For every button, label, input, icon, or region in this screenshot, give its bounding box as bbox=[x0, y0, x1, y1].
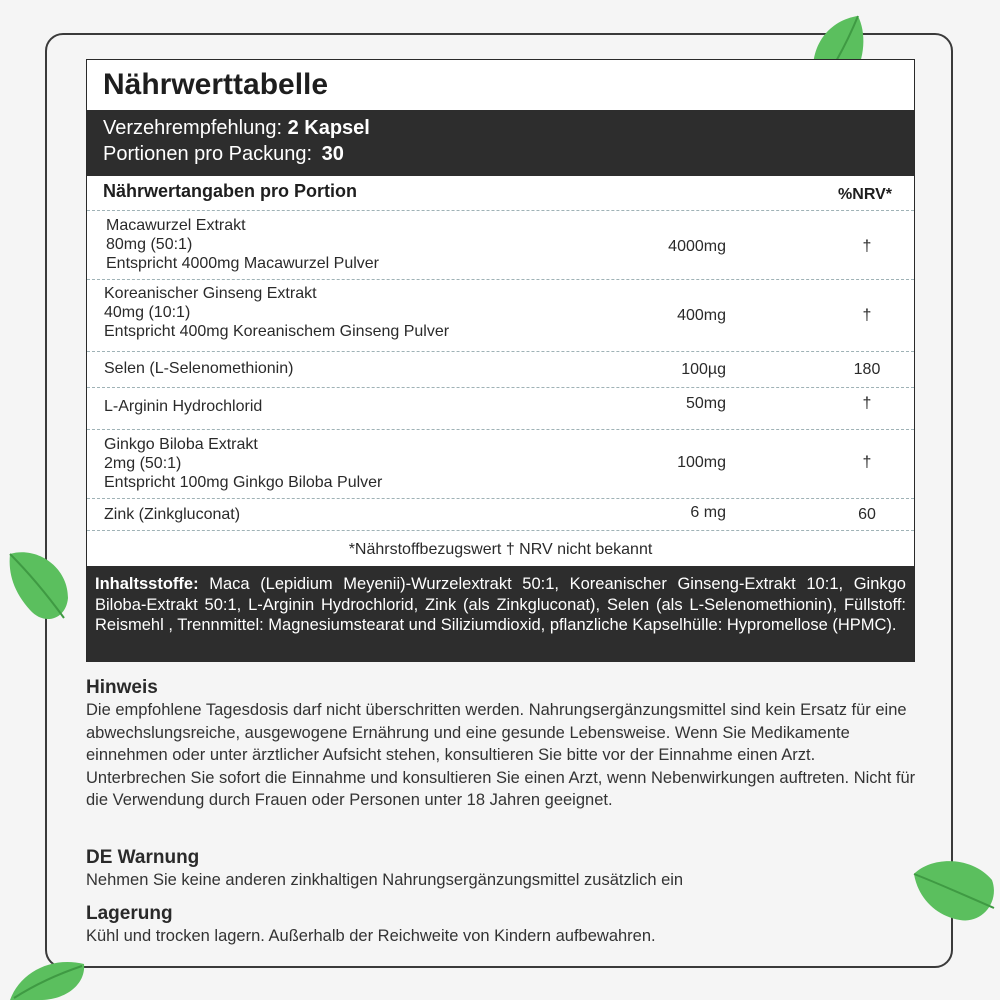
serving-line bbox=[103, 117, 370, 140]
nutrient-nrv: † bbox=[862, 454, 872, 471]
nutrient-amount: 4000mg bbox=[668, 238, 726, 255]
ingredients-text: Maca (Lepidium Meyenii)-Wurzelextrakt 50:1, Koreanischer Ginseng-Extrakt 10:1, Ginkgo Biloba-Extrakt 50:1, L-Arginin Hydrochlorid, Zink (als Zinkgluconat), Selen (als L-Selenomethionin), Füllstoff: Reismehl , Trennmittel: Magnesiumstearat und Siliziumdioxid, pflanzliche Kapselhülle: Hypromellose (HPMC). bbox=[95, 575, 906, 635]
nutrient-amount: 100mg bbox=[677, 454, 726, 471]
serving-value: 2 Kapsel bbox=[287, 117, 370, 139]
nutrient-amount: 6 mg bbox=[690, 504, 726, 521]
nutrient-name: Zink (Zinkgluconat) bbox=[104, 506, 241, 523]
serving-header bbox=[87, 110, 914, 176]
hinweis-section bbox=[86, 677, 916, 812]
nutrient-name: Selen (L-Selenomethionin) bbox=[104, 360, 294, 377]
nutrient-nrv: 60 bbox=[858, 506, 876, 523]
nutrient-amount: 100µg bbox=[681, 361, 726, 378]
ingredients-block bbox=[87, 566, 914, 662]
warnung-section bbox=[86, 847, 916, 892]
nutrient-column-header: Nährwertangaben pro Portion bbox=[103, 181, 358, 201]
table-row bbox=[87, 430, 914, 499]
nrv-footnote: *Nährstoffbezugswert † NRV nicht bekannt bbox=[348, 541, 653, 558]
lagerung-title: Lagerung bbox=[86, 903, 173, 924]
hinweis-title: Hinweis bbox=[86, 677, 158, 698]
table-row bbox=[87, 210, 914, 280]
warnung-text: Nehmen Sie keine anderen zinkhaltigen Nahrungsergänzungsmittel zusätzlich ein bbox=[86, 871, 684, 889]
nutrient-name: Ginkgo Biloba Extrakt 2mg (50:1) Entspricht 100mg Ginkgo Biloba Pulver bbox=[104, 436, 383, 491]
nutrient-amount: 50mg bbox=[685, 395, 726, 412]
nutrient-nrv: 180 bbox=[853, 361, 881, 378]
ingredients-label: Inhaltsstoffe: bbox=[95, 575, 199, 593]
table-title: Nährwerttabelle bbox=[103, 68, 329, 101]
leaf-icon bbox=[2, 540, 77, 630]
warnung-title: DE Warnung bbox=[86, 847, 200, 868]
lagerung-section bbox=[86, 903, 916, 948]
serving-label: Verzehrempfehlung: bbox=[103, 117, 283, 139]
leaf-icon bbox=[0, 950, 90, 1000]
nutrient-nrv: † bbox=[862, 238, 872, 255]
nutrient-name: L-Arginin Hydrochlorid bbox=[104, 398, 263, 415]
table-row bbox=[87, 388, 914, 430]
hinweis-text: Die empfohlene Tagesdosis darf nicht überschritten werden. Nahrungsergänzungsmittel sind kein Ersatz für eine abwechslungsreiche, ausgewogene Ernährung und eine gesunde Lebensweise. Wenn Sie Medikamente einnehmen oder unter ärztlicher Aufsicht stehen, konsultieren Sie bitte vor der Einnahme einen Arzt. Unterbrechen Sie sofort die Einnahme und konsultieren Sie einen Arzt, wenn Nebenwirkungen auftreten. Nicht für die Verwendung durch Frauen oder Personen unter 18 Jahren geeignet. bbox=[86, 701, 916, 809]
portions-value: 30 bbox=[321, 143, 344, 165]
portions-label: Portionen pro Packung: bbox=[103, 143, 313, 165]
nutrition-table bbox=[86, 59, 915, 662]
table-row bbox=[87, 499, 914, 531]
table-row bbox=[87, 279, 914, 352]
lagerung-text: Kühl und trocken lagern. Außerhalb der Reichweite von Kindern aufbewahren. bbox=[86, 927, 656, 945]
nutrient-nrv: † bbox=[862, 307, 872, 324]
nutrient-amount: 400mg bbox=[677, 307, 726, 324]
portions-line bbox=[103, 143, 344, 166]
table-row bbox=[87, 352, 914, 388]
leaf-icon bbox=[910, 850, 1000, 930]
nrv-column-header: %NRV* bbox=[838, 186, 892, 203]
nutrient-name: Koreanischer Ginseng Extrakt 40mg (10:1) Entspricht 400mg Koreanischem Ginseng Pulver bbox=[104, 285, 450, 340]
nutrient-nrv: † bbox=[862, 395, 872, 412]
nutrient-name: Macawurzel Extrakt 80mg (50:1) Entspricht 4000mg Macawurzel Pulver bbox=[106, 217, 380, 272]
